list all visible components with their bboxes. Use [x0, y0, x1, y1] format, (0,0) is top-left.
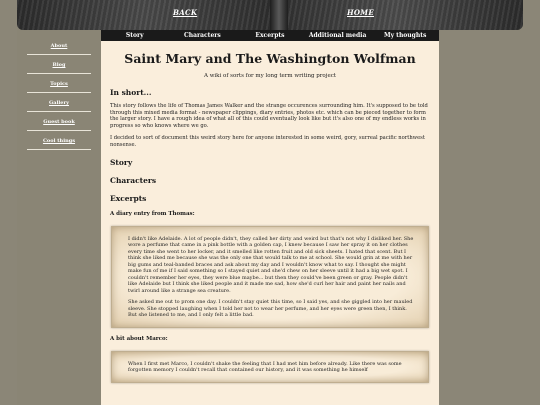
- back-link[interactable]: BACK: [173, 8, 198, 17]
- top-banner: [17, 0, 523, 30]
- excerpt-1-heading: A diary entry from Thomas:: [110, 210, 195, 217]
- excerpts-heading: Excerpts: [110, 193, 147, 203]
- menu-item-story[interactable]: Story: [125, 32, 144, 39]
- in-short-heading: In short...: [110, 88, 152, 97]
- sidebar: [17, 30, 101, 405]
- sidebar-item-cool-things[interactable]: Cool things: [17, 135, 101, 154]
- menu-item-excerpts[interactable]: Excerpts: [255, 32, 285, 39]
- top-menu-bar: [101, 30, 439, 41]
- banner-divider: [270, 0, 288, 30]
- menu-item-my-thoughts[interactable]: My thoughts: [383, 32, 427, 39]
- excerpt-2-heading: A bit about Marco:: [110, 335, 168, 342]
- main-content: [101, 41, 439, 405]
- excerpt-1-quote-box: [111, 226, 429, 328]
- sidebar-item-blog[interactable]: Blog: [17, 59, 101, 78]
- menu-item-characters[interactable]: Characters: [183, 32, 221, 39]
- sidebar-item-topics[interactable]: Topics: [17, 78, 101, 97]
- excerpt-2-paragraph-1: When I first met Marco, I couldn't shake the feeling that I had met him before already. Like there was some forgotten memory I couldn't recall that contained our history, and it was something he himself: [128, 360, 402, 374]
- page-title: Saint Mary and The Washington Wolfman: [124, 51, 416, 66]
- page-subtitle: A wiki of sorts for my long term writing project: [204, 73, 336, 79]
- characters-heading: Characters: [110, 175, 157, 185]
- sidebar-item-guest-book[interactable]: Guest book: [17, 116, 101, 135]
- sidebar-item-about[interactable]: About: [17, 40, 101, 59]
- menu-item-additional-media[interactable]: Additional media: [308, 32, 367, 39]
- sidebar-item-gallery[interactable]: Gallery: [17, 97, 101, 116]
- intro-paragraph-2: I decided to sort of document this weird story here for anyone interested in some weird, gory, surreal pacific northwest nonsense.: [110, 135, 425, 148]
- right-margin: [439, 30, 523, 405]
- home-link[interactable]: HOME: [347, 8, 374, 17]
- intro-paragraph-1: This story follows the life of Thomas James Walker and the strange occurences surrounding him. It's supposed to be told through this mixed media format - newspaper clippings, diary entries, photos etc. which can be pieced together to form the larger story. I have a rough idea of what all of this could eventually look like but it's also one of my endless works in progress so who knows where we go.: [110, 103, 428, 129]
- excerpt-2-quote-box: [111, 351, 429, 383]
- excerpt-1-paragraph-2: She asked me out to prom one day. I couldn't stay quiet this time, so I said yes, and she giggled into her mauled sleeve. She stopped laughing when I told her not to wear her perfume, and her eyes were green then, I think. But she listened to me, and I only felt a little bad.: [128, 299, 413, 319]
- story-heading: Story: [110, 157, 133, 167]
- excerpt-1-paragraph-1: I didn't like Adelaide. A lot of people didn't, they called her dirty and weird but that's not why I disliked her. She wore a perfume that came in a pink bottle with a golden cap, I knew because I saw her spray it on her clothes every time she went to her locker, and it smelled like rotten fruit and old sick sheets. I hated that scent. But I think she liked me because she was the only one that would talk to me at school. She would grin at me with her big gums and teal-banded braces and ask about my day and I wouldn't know what to say. I thought she might make fun of me if I said something so I stayed quiet and she'd chew on her sleeve until it had a big wet spot. I couldn't remember her eyes, they were blue maybe... but then they could've been green or gray. People didn't like Adelaide but I think she liked people and it made me sad, how she'd curl her hair and paint her nails and twirl around like a strange sea creature.: [128, 235, 414, 294]
